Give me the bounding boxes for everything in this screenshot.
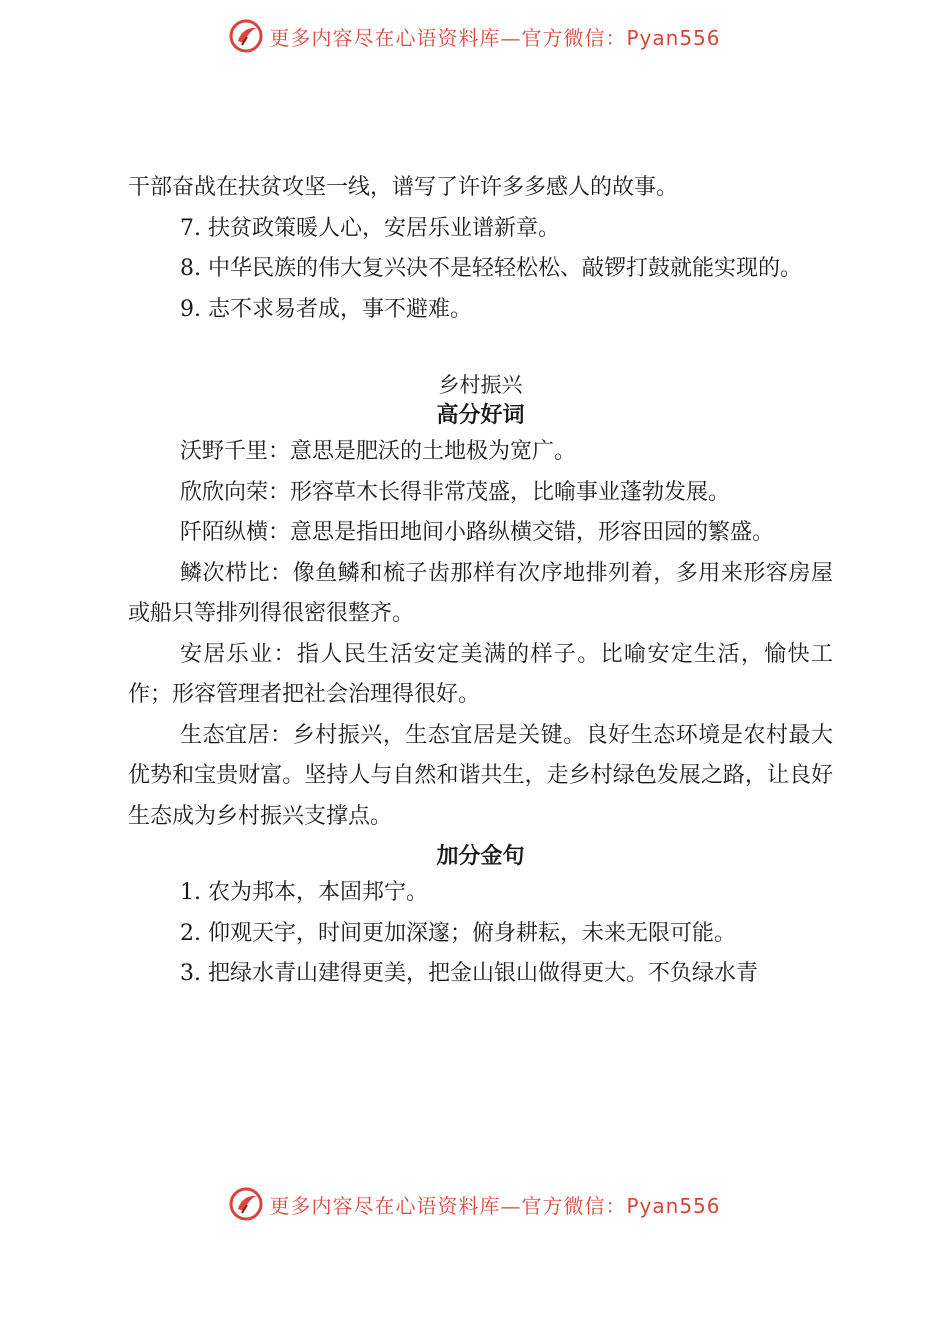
footer-text: 更多内容尽在心语资料库—官方微信：Pyan556: [269, 1193, 721, 1218]
document-body: [128, 168, 833, 995]
sentence-item: 2. 仰观天宇，时间更加深邃；俯身耕耘，未来无限可能。: [180, 920, 736, 946]
word-entry: 欣欣向荣：形容草木长得非常茂盛，比喻事业蓬勃发展。: [180, 479, 731, 505]
header-banner: [0, 16, 950, 56]
sentence-item: 1. 农为邦本，本固邦宁。: [180, 880, 428, 905]
word-entry: 安居乐业：指人民生活安定美满的样子。比喻安定生活，愉快工作；形容管理者把社会治理得很好。: [128, 641, 833, 707]
brand-logo-icon: [229, 19, 263, 53]
subsection-title-words: 高分好词: [436, 403, 525, 428]
word-entry: 鳞次栉比：像鱼鳞和梳子齿那样有次序地排列着，多用来形容房屋或船只等排列得很密很整齐。: [128, 560, 833, 626]
sentence-item: 3. 把绿水青山建得更美，把金山银山做得更大。不负绿水青: [180, 961, 758, 986]
word-entry: 阡陌纵横：意思是指田地间小路纵横交错，形容田园的繁盛。: [180, 520, 775, 545]
word-entry: 生态宜居：乡村振兴，生态宜居是关键。良好生态环境是农村最大优势和宝贵财富。坚持人与自然和谐共生，走乡村绿色发展之路，让良好生态成为乡村振兴支撑点。: [128, 722, 833, 829]
header-wechat-id: Pyan556: [626, 25, 721, 50]
list-item-9: 9. 志不求易者成，事不避难。: [180, 296, 472, 322]
section-spacer: [128, 330, 833, 370]
paragraph-continuation: 干部奋战在扶贫攻坚一线，谱写了许许多多感人的故事。: [128, 175, 679, 200]
header-text: 更多内容尽在心语资料库—官方微信：Pyan556: [269, 25, 721, 50]
brand-logo-icon: [229, 1187, 263, 1221]
footer-banner: [0, 1184, 950, 1224]
word-entry: 沃野千里：意思是肥沃的土地极为宽广。: [180, 439, 577, 464]
list-item-7: 7. 扶贫政策暖人心，安居乐业谱新章。: [180, 215, 560, 241]
subsection-title-sentences: 加分金句: [436, 844, 525, 869]
footer-wechat-id: Pyan556: [626, 1193, 721, 1218]
section-title: 乡村振兴: [438, 373, 523, 397]
list-item-8: 8. 中华民族的伟大复兴决不是轻轻松松、敲锣打鼓就能实现的。: [180, 256, 802, 281]
